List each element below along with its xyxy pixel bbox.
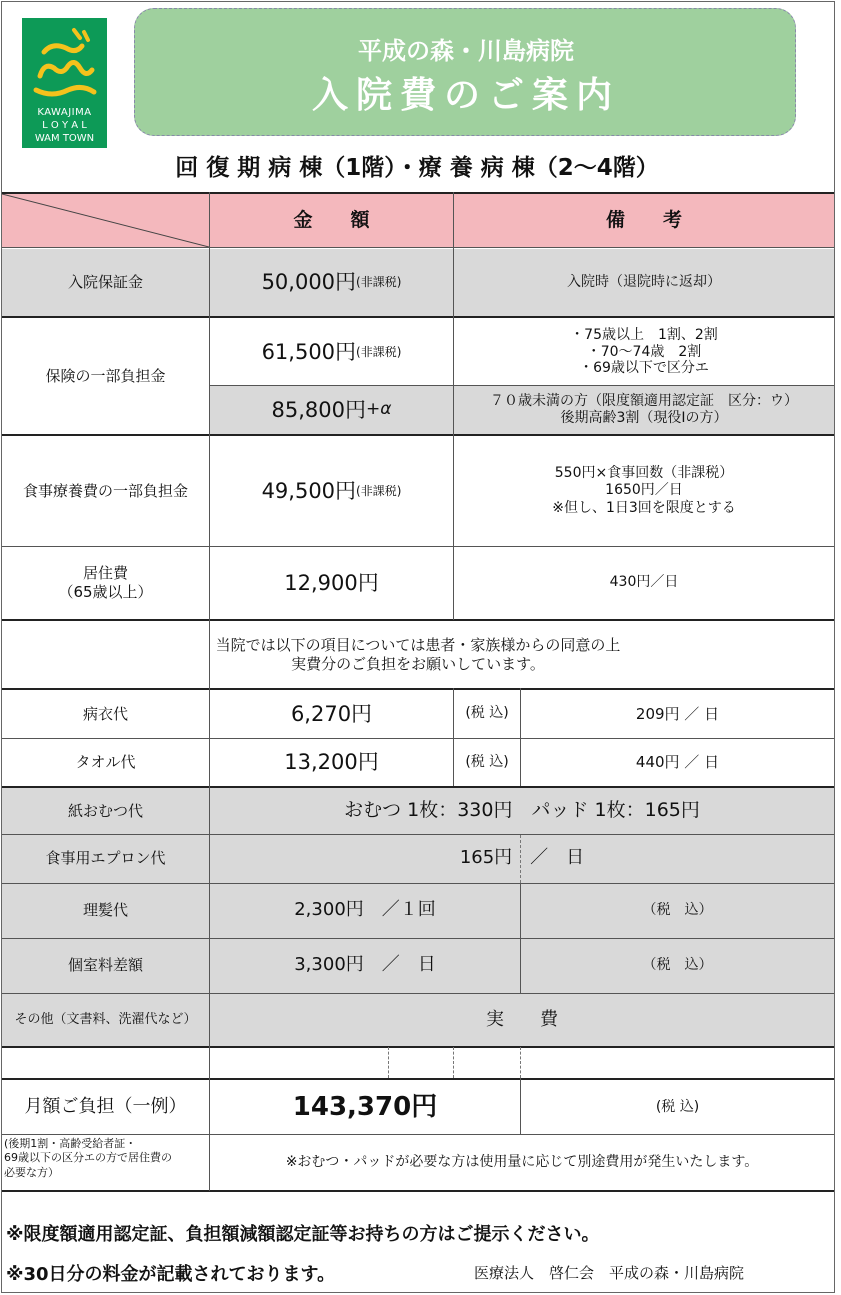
- rule: [2, 993, 834, 994]
- rule: [2, 786, 834, 788]
- towel-label: タオル代: [75, 753, 136, 772]
- residence-amount: 12,900円: [284, 570, 379, 595]
- residence-remark: 430円／日: [609, 574, 679, 591]
- gown-label: 病衣代: [82, 704, 128, 723]
- rule: [453, 192, 454, 620]
- private-room-label: 個室料差額: [67, 956, 143, 975]
- meal-label: 食事療養費の一部負担金: [22, 481, 188, 500]
- private-room-amount: 3,300円 ／ 日: [294, 954, 436, 976]
- rule: [520, 688, 521, 786]
- rule: [2, 1134, 834, 1135]
- monthly-note: (後期1割・高齢受給者証・ 69歳以下の区分エの方で居住費の 必要な方）: [4, 1137, 172, 1179]
- rule: [2, 883, 834, 884]
- hospital-logo: [22, 18, 107, 148]
- wam-logo-icon: [22, 18, 107, 104]
- monthly-amount: 143,370円: [292, 1092, 438, 1123]
- rule: [2, 738, 834, 739]
- towel-remark: 440円 ／ 日: [635, 753, 720, 772]
- insurance-amount-1: 61,500円 (非課税): [261, 339, 402, 364]
- rule: [2, 546, 834, 547]
- insurance-remark-2: ７０歳未満の方（限度額適用認定証 区分：ウ） 後期高齢3割（現役Ⅰの方）: [490, 393, 798, 426]
- haircut-label: 理髪代: [82, 901, 128, 920]
- rule: [2, 247, 834, 248]
- rule: [2, 192, 834, 194]
- towel-amount: 13,200円: [284, 750, 379, 775]
- meal-remark: 550円×食事回数（非課税） 1650円／日 ※但し、1日3回を限度とする: [552, 464, 736, 516]
- title-banner: [134, 8, 796, 136]
- deposit-remark: 入院時（退院時に返却）: [567, 273, 721, 290]
- logo-text-2: L O Y A L: [42, 120, 87, 131]
- haircut-tax: （税 込）: [642, 901, 713, 918]
- rule: [520, 835, 521, 883]
- rule: [2, 688, 834, 690]
- logo-text-1: KAWAJIMA: [37, 107, 92, 118]
- deposit-amount: 50,000円 (非課税): [261, 270, 402, 295]
- rule: [520, 1047, 521, 1078]
- rule: [453, 688, 454, 786]
- rule: [2, 938, 834, 939]
- rule: [2, 316, 834, 318]
- rule: [520, 1078, 521, 1134]
- ward-subtitle: 回 復 期 病 棟（1階）・療 養 病 棟（2～4階）: [175, 154, 659, 181]
- gown-amount: 6,270円: [290, 701, 373, 726]
- apron-value: 165円 ／ 日: [459, 847, 585, 869]
- insurance-label: 保険の一部負担金: [45, 367, 166, 386]
- header-diagonal-cell: [2, 194, 209, 247]
- gown-tax: (税 込): [465, 705, 509, 722]
- rule: [2, 834, 834, 835]
- rule: [2, 1078, 834, 1080]
- residence-label: 居住費 （65歳以上）: [58, 564, 153, 601]
- other-label: その他（文書料、洗濯代など）: [14, 1011, 197, 1027]
- meal-amount: 49,500円 (非課税): [261, 478, 402, 503]
- haircut-amount: 2,300円 ／１回: [294, 899, 436, 921]
- monthly-label: 月額ご負担（一例）: [24, 1096, 187, 1118]
- hospital-name: 平成の森・川島病院: [358, 37, 574, 65]
- insurance-amount-2: 85,800円 +α: [271, 397, 392, 422]
- monthly-tax: (税 込): [655, 1098, 700, 1115]
- logo-text-3: WAM TOWN: [34, 133, 95, 144]
- rule: [209, 192, 210, 1191]
- other-value: 実 費: [486, 1008, 558, 1030]
- diaper-value: おむつ 1枚：330円 パッド 1枚：165円: [344, 799, 700, 822]
- footer-organization: 医療法人 啓仁会 平成の森・川島病院: [474, 1264, 745, 1282]
- rule: [2, 1190, 834, 1192]
- apron-label: 食事用エプロン代: [45, 849, 166, 868]
- footer-note-1: ※限度額適用認定証、負担額減額認定証等お持ちの方はご提示ください。: [6, 1224, 600, 1245]
- rule: [520, 883, 521, 993]
- rule: [210, 385, 834, 386]
- deposit-label: 入院保証金: [67, 273, 143, 292]
- page-title: 入院費のご案内: [311, 75, 620, 116]
- gown-remark: 209円 ／ 日: [635, 704, 720, 723]
- rule: [2, 434, 834, 436]
- towel-tax: (税 込): [465, 753, 509, 770]
- monthly-remark: ※おむつ・パッドが必要な方は使用量に応じて別途費用が発生いたします。: [285, 1154, 759, 1171]
- insurance-remark-1: ・75歳以上 1割、2割 ・70～74歳 2割 ・69歳以下で区分エ: [570, 326, 718, 377]
- rule: [2, 619, 834, 621]
- rule: [388, 1047, 389, 1078]
- rule: [2, 1046, 834, 1048]
- header-amount: 金 額: [210, 194, 453, 247]
- header-remarks: 備 考: [454, 194, 834, 247]
- rule: [453, 1047, 454, 1078]
- footer-note-2: ※30日分の料金が記載されております。: [6, 1264, 336, 1285]
- consent-notice: 当院では以下の項目については患者・家族様からの同意の上 実費分のご負担をお願いしています。: [215, 635, 621, 673]
- private-room-tax: （税 込）: [642, 956, 713, 973]
- diaper-label: 紙おむつ代: [67, 801, 143, 820]
